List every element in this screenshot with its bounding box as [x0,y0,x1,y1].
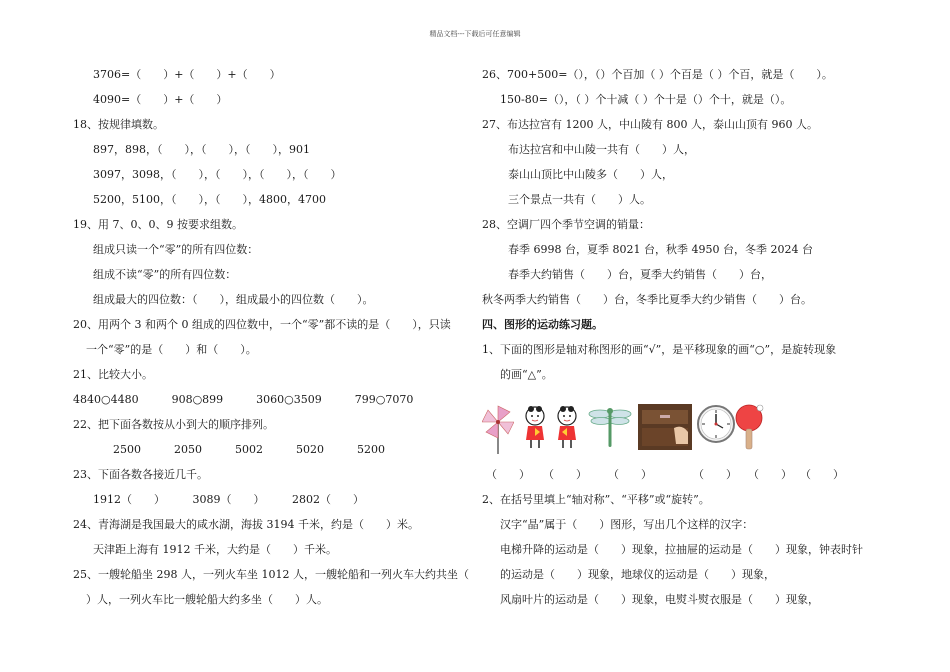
right-line: 春季 6998 台，夏季 8021 台，秋季 4950 台，冬季 2024 台 [508,243,813,256]
right-line: 150-80=（），（ ）个十减（ ）个十是（）个十，就是（）。 [500,93,792,106]
left-line: 21、比较大小。 [73,368,153,381]
answer-blank[interactable]: （ ） [543,468,587,481]
left-line: 25、一艘轮船坐 298 人，一列火车坐 1012 人，一艘轮船和一列火车大约共坐（ [73,568,469,581]
left-line: 22、把下面各数按从小到大的顺序排列。 [73,418,274,431]
answer-blank[interactable]: （ ） [608,468,652,481]
left-line: 23、下面各数各接近几千。 [73,468,208,481]
left-line: 24、青海湖是我国最大的咸水湖，海拔 3194 千米，约是（ ）米。 [73,518,419,531]
left-line: 19、用 7、0、0、9 按要求组数。 [73,218,243,231]
right-line: 风扇叶片的运动是（ ）现象，电熨斗熨衣服是（ ）现象， [500,593,819,606]
left-line: 组成只读一个“零”的所有四位数： [93,243,259,256]
right-line: 的运动是（ ）现象，地球仪的运动是（ ）现象， [500,568,775,581]
answer-blank[interactable]: （ ） [800,468,844,481]
girl-icon [554,404,580,450]
right-line: 四、图形的运动练习题。 [482,318,603,331]
right-line: 泰山山顶比中山陵多（ ）人， [508,168,673,181]
answer-blank[interactable]: （ ） [693,468,737,481]
dragonfly-icon [588,404,632,450]
left-line: 组成最大的四位数：（ ），组成最小的四位数（ ）。 [93,293,374,306]
right-line: 三个景点一共有（ ）人。 [508,193,651,206]
drawer-icon [638,404,692,450]
left-line: 4840○4480 908○899 3060○3509 799○7070 [73,393,414,406]
answer-blank[interactable]: （ ） [486,468,530,481]
left-line: 组成不读“零”的所有四位数： [93,268,237,281]
right-line: 汉字“晶”属于（ ）图形，写出几个这样的汉字： [500,518,754,531]
left-line: 3097，3098，（ ），（ ），（ ），（ ） [93,168,342,181]
pingpong-paddle-icon [734,404,764,454]
right-line: 27、布达拉宫有 1200 人，中山陵有 800 人，泰山山顶有 960 人。 [482,118,818,131]
right-line: 秋冬两季大约销售（ ）台，冬季比夏季大约少销售（ ）台。 [482,293,812,306]
left-line: ）人，一列火车比一艘轮船大约多坐（ ）人。 [86,593,328,606]
page-header: 精品文档---下载后可任意编辑 [429,30,521,38]
clock-icon [696,404,736,444]
pinwheel-icon [482,404,514,454]
left-line: 4090=（ ）+（ ） [93,93,228,106]
left-line: 5200，5100，（ ），（ ），4800，4700 [93,193,326,206]
left-line: 1912（ ） 3089（ ） 2802（ ） [93,493,364,506]
left-line: 天津距上海有 1912 千米，大约是（ ）千米。 [93,543,337,556]
right-line: 26、700+500=（），（）个百加（ ）个百是（ ）个百，就是（ ）。 [482,68,833,81]
right-line: 28、空调厂四个季节空调的销量： [482,218,650,231]
answer-blank[interactable]: （ ） [748,468,792,481]
left-line: 20、用两个 3 和两个 0 组成的四位数中，一个“零”都不读的是（ ），只读 [73,318,451,331]
right-line: 布达拉宫和中山陵一共有（ ）人， [508,143,695,156]
left-line: 3706=（ ）+（ ）+（ ） [93,68,281,81]
left-line: 897，898，（ ），（ ），（ ），901 [93,143,310,156]
left-line: 18、按规律填数。 [73,118,164,131]
right-line: 春季大约销售（ ）台，夏季大约销售（ ）台， [508,268,772,281]
right-line: 的画“△”。 [500,368,553,381]
left-line: 一个“零”的是（ ）和（ ）。 [86,343,257,356]
girl-icon [522,404,548,450]
right-line: 2、在括号里填上“轴对称”、“平移”或“旋转”。 [482,493,710,506]
right-line: 1、下面的图形是轴对称图形的画“√”，是平移现象的画“○”，是旋转现象 [482,343,837,356]
left-line: 2500 2050 5002 5020 5200 [113,443,385,456]
right-line: 电梯升降的运动是（ ）现象，拉抽屉的运动是（ ）现象，钟表时针 [500,543,863,556]
